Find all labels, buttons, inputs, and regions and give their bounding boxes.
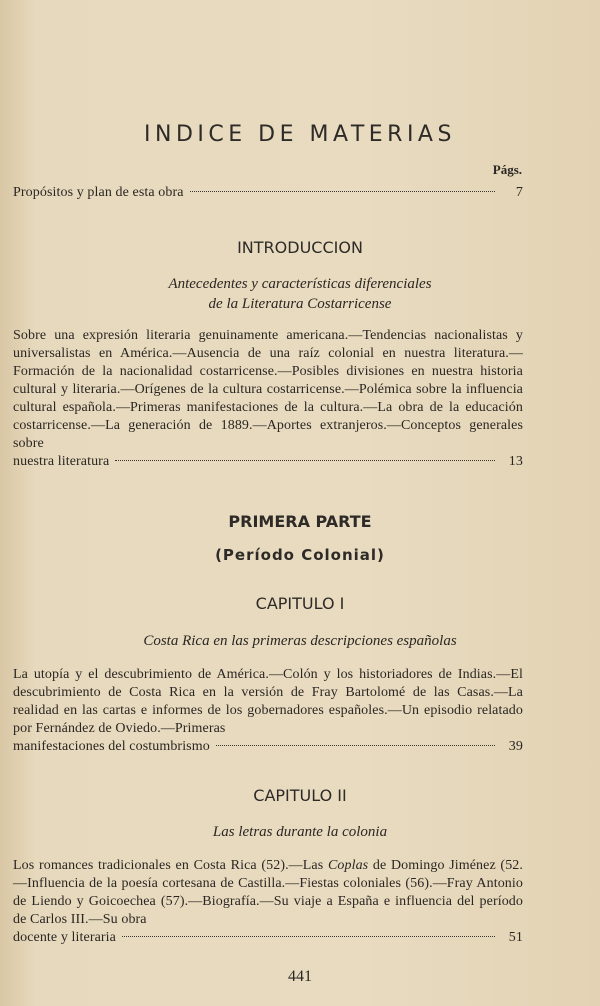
dot-leader xyxy=(190,191,495,192)
toc-page-number: 51 xyxy=(508,930,523,945)
section-subtitle-line2: de la Literatura Costarricense xyxy=(208,296,392,312)
section-heading-introduccion: INTRODUCCION xyxy=(237,238,363,257)
page-title: INDICE DE MATERIAS xyxy=(144,122,456,147)
toc-entry-chapter-1 xyxy=(13,666,523,756)
section-subtitle-line1: Antecedentes y características diferenciales xyxy=(168,276,432,292)
toc-entry-description: Los romances tradicionales en Costa Rica (52).—Las Coplas de Domingo Jiménez (52.—Influencia de la poesía cortesana de Castilla.—Fiestas coloniales (56).—Fray Antonio de Liendo y Goicoechea (57).—Biografía.—Su viaje a España e influencia del período de Carlos III.—Su obra xyxy=(13,858,523,927)
toc-entry-description: La utopía y el descubrimiento de América.—Colón y los historiadores de Indias.—El descubrimiento de Costa Rica en la versión de Fray Bartolomé de las Casas.—La realidad en las cartas e informes de los gobernadores españoles.—Un episodio relatado por Fernández de Oviedo.—Primeras xyxy=(13,667,523,736)
toc-page-number: 7 xyxy=(515,185,523,200)
dot-leader xyxy=(216,745,495,746)
italic-title: Coplas xyxy=(327,858,369,873)
chapter-subtitle-1: Costa Rica en las primeras descripciones españolas xyxy=(143,633,457,649)
chapter-subtitle-2: Las letras durante la colonia xyxy=(212,824,388,840)
pages-column-label: Págs. xyxy=(492,162,522,177)
dot-leader xyxy=(115,460,495,461)
toc-entry-text: Propósitos y plan de esta obra xyxy=(13,185,184,200)
toc-entry-purpose xyxy=(13,184,523,202)
toc-entry-description: Sobre una expresión literaria genuinamente americana.—Tendencias nacionalistas y universalistas en América.—Ausencia de una raíz colonial en nuestra literatura.—Formación de la nacionalidad costarricense.—Posibles divisiones en nuestra historia cultural y literaria.—Orígenes de la cultura costarricense.—Polémica sobre la influencia cultural española.—Primeras manifestaciones de la cultura.—La obra de la educación costarricense.—La generación de 1889.—Aportes extranjeros.—Conceptos generales sobre xyxy=(13,328,523,451)
chapter-heading-1: CAPITULO I xyxy=(255,594,345,613)
part-period: (Período Colonial) xyxy=(215,546,385,564)
toc-entry-chapter-2 xyxy=(13,857,523,947)
toc-entry-last-line: manifestaciones del costumbrismo xyxy=(13,739,210,754)
toc-page-number: 13 xyxy=(508,454,523,469)
dot-leader xyxy=(122,936,495,937)
page-number: 441 xyxy=(288,968,312,985)
toc-entry-introduccion xyxy=(13,327,523,471)
toc-entry-last-line: docente y literaria xyxy=(13,930,116,945)
chapter-heading-2: CAPITULO II xyxy=(253,786,347,805)
toc-page-number: 39 xyxy=(508,739,523,754)
part-heading: PRIMERA PARTE xyxy=(228,512,372,531)
toc-entry-last-line: nuestra literatura xyxy=(13,454,110,469)
